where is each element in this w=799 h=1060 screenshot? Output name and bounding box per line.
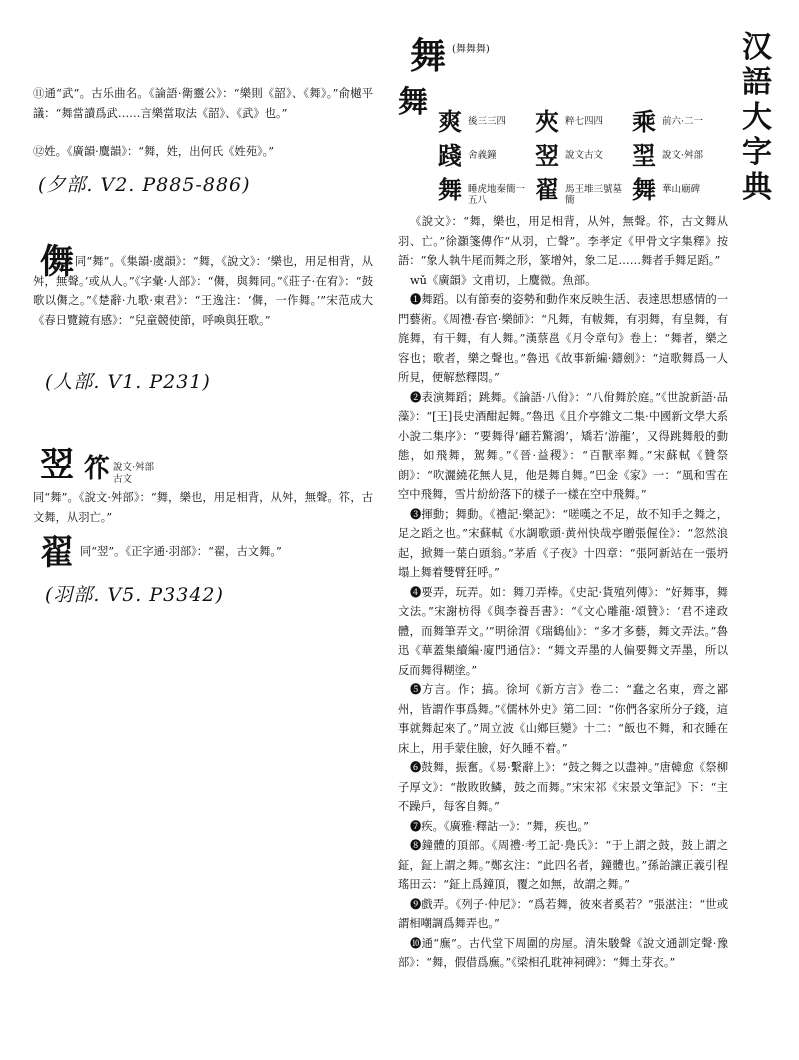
ancient-glyph: 舞 bbox=[632, 175, 656, 204]
headword-wu-feather: 翌 bbox=[40, 445, 74, 485]
ancient-form-glyph: 䇚 bbox=[84, 454, 111, 484]
handwritten-note-3: (羽部. V5. P3342) bbox=[45, 584, 224, 606]
handwritten-note-1: (夕部. V2. P885-886) bbox=[38, 174, 251, 196]
sense-paragraph: 《說文》：“舞，樂也，用足相背，从舛，無聲。䇚，古文舞从羽、亡。”徐灝箋傳作“从羽，亡聲”。李孝定《甲骨文字集釋》按語：“象人執牛尾而舞之形，篆增舛，象二足……舞者手舞足蹈。” bbox=[398, 215, 728, 267]
main-headword: 舞 bbox=[410, 35, 447, 77]
ancient-glyph: 翌 bbox=[535, 141, 559, 170]
glyph-source: 後三三四 bbox=[468, 116, 507, 127]
sense-paragraph: wǔ《廣韻》文甫切，上麌微。魚部。 bbox=[410, 273, 597, 287]
glyph-source: 馬王堆三號墓簡 bbox=[565, 184, 623, 206]
ancient-glyph: 爽 bbox=[438, 107, 462, 136]
title-char: 典 bbox=[742, 170, 772, 205]
headword-variants: (舞舞舞) bbox=[452, 44, 490, 55]
ancient-glyph: 夾 bbox=[535, 107, 559, 136]
ancient-form-source: 說文·舛部 bbox=[113, 462, 155, 473]
handwritten-note-2: (人部. V1. P231) bbox=[45, 371, 211, 393]
glyph-source: 前六·二一 bbox=[662, 116, 704, 127]
sense-paragraph: ❺方言。作；搞。徐坷《新方言》卷二：“蠢之名東，齊之鄙州，皆謂作事爲舞。”《儒林外史》第二回：“你們各家所分子錢，這事就舞起來了。”周立波《山鄉巨變》十二：“飯也不舞，和衣睡在床上，用手蒙住臉，好久睡不着。” bbox=[398, 683, 728, 755]
sense-paragraph: ❽鐘體的頂部。《周禮·考工記·鳧氏》：“于上謂之鼓，鼓上謂之鉦，鉦上謂之舞。”鄭玄注：“此四名者，鐘體也。”孫詒讓正義引程瑤田云：“鉦上爲鐘頂，覆之如無，故謂之舞。” bbox=[398, 839, 728, 891]
title-char: 汉 bbox=[742, 30, 772, 65]
sense-paragraph: ❾戲弄。《列子·仲尼》：“爲若舞，彼來者奚若？”張湛注：“世或謂相嘲調爲舞弄也。” bbox=[398, 897, 728, 930]
headword-wu-person: 儛 bbox=[40, 242, 74, 282]
title-char: 大 bbox=[742, 100, 772, 135]
sense-paragraph: ❻鼓舞，振奮。《易·繫辭上》：“鼓之舞之以盡神。”唐韓愈《祭柳子厚文》：“散敗敗鱗，鼓之而舞。”宋宋祁《宋景文筆記》下：“主不躁戶，每客自舞。” bbox=[398, 761, 728, 813]
entry-wu-feather: 同“舞”。《說文·舛部》：“舞，樂也，用足相背，从舛，無聲。䇚，古文舞，从羽亡。” bbox=[33, 491, 373, 524]
ancient-glyph: 舞 bbox=[438, 175, 462, 204]
ancient-glyph: 踐 bbox=[438, 141, 462, 170]
glyph-source: 華山廟碑 bbox=[662, 184, 701, 195]
entry-wu-person: 同“舞”。《集韻·虞韻》：“舞，《說文》：‘樂也，用足相背，从舛，無聲。’或从人。”《字彙·人部》：“儛，與舞同。”《莊子·在宥》：“鼓歌以儛之。”《楚辭·九歌·東君》：“王逸注：‘儛，一作舞。’”宋范成大《春日覽鏡有感》：“兒童競使節，呼喚與狂歌。” bbox=[33, 255, 373, 327]
entry-11: ⑪通“武”。古乐曲名。《論語·衛靈公》：“樂則《韶》、《舞》。”俞樾平議：“舞當讀爲武……言樂當取法《韶》、《武》也。” bbox=[33, 87, 373, 120]
sense-paragraph: ❿通“廡”。古代堂下周圍的房屋。清朱駿聲《說文通訓定聲·豫部》：“舞，假借爲廡。”《梁相孔耽神祠碑》：“舞土芽衣。” bbox=[398, 936, 728, 969]
sense-paragraph: ❸揮動；舞動。《禮記·樂記》：“嗟嘆之不足，故不知手之舞之，足之蹈之也。”宋蘇軾《水調歌頭·黄州快哉亭贈張偓佺》：“忽然浪起，掀舞一葉白頭翁。”茅盾《子夜》十四章：“張阿新站在一張坍塌上舞着雙臂狂呼。” bbox=[398, 507, 728, 579]
ancient-glyph: 乘 bbox=[632, 107, 656, 136]
glyph-source: 舍義鐘 bbox=[468, 150, 497, 161]
title-char: 語 bbox=[742, 65, 772, 100]
entry-wu-feather-variant: 同“翌”。《正字通·羽部》：“翟，古文舞。” bbox=[80, 545, 282, 558]
headword-wu-feather-variant: 翟 bbox=[40, 533, 74, 573]
sense-paragraph: ❷表演舞蹈；跳舞。《論語·八佾》：“八佾舞於庭。”《世說新語·品藻》：“[王]長史酒酣起舞。”魯迅《且介亭雜文二集·中國新文學大系小說二集序》：“要舞得‘翩若驚鴻’，矯若‘游龍’，又得跳舞般的動態，如飛舞，駕舞。”《晉·益稷》：“百獸率舞。”宋蘇軾《贊祭朗》：“吹灑繞花無人見，他是舞自舞。”巴金《家》一：“風和雪在空中飛舞，雪片紛紛落下的樣子一樣在空中飛舞。” bbox=[398, 390, 728, 501]
glyph-source: 粹七四四 bbox=[565, 116, 604, 127]
ancient-glyph: 翟 bbox=[535, 175, 559, 204]
sense-paragraph: ❼疾。《廣雅·釋詁一》：“舞，疾也。” bbox=[410, 819, 589, 833]
sense-paragraph: ❶舞蹈。以有節奏的姿勢和動作來反映生活、表達思想感情的一門藝術。《周禮·春官·樂師》：“凡舞，有帗舞，有羽舞，有皇舞，有旄舞，有干舞，有人舞。”漢蔡邕《月令章句》卷上：“舞者，樂之容也；歌者，樂之聲也。”魯迅《故事新編·鑄劍》：“這歌舞爲一人所見，便解愁釋悶。” bbox=[398, 293, 728, 384]
glyph-source: 說文古文 bbox=[565, 150, 604, 161]
glyph-source: 說文·舛部 bbox=[662, 150, 704, 161]
dictionary-title bbox=[740, 30, 774, 205]
main-glyph: 舞 bbox=[398, 85, 428, 120]
ancient-glyph: 䍿 bbox=[632, 141, 656, 170]
ancient-form-type: 古文 bbox=[113, 474, 133, 485]
sense-paragraph: ❹要弄，玩弄。如：舞刀弄棒。《史記·貨殖列傳》：“好舞事，舞文法。”宋謝枋得《與李養吾書》：“《文心雕龍·頌贊》：‘君不達政體，而舞筆弄文。’”明徐渭《瑞鶴仙》：“多才多藝，舞文弄法。”魯迅《華蓋集續編·廈門通信》：“舞文弄墨的人偏要舞文弄墨，所以反而舞得糊塗。” bbox=[398, 585, 728, 677]
main-entry-body bbox=[398, 212, 728, 973]
title-char: 字 bbox=[742, 135, 772, 170]
glyph-source: 睡虎地秦簡一五八 bbox=[468, 184, 526, 206]
entry-12: ⑫姓。《廣韻·麌韻》：“舞，姓，出何氏《姓苑》。” bbox=[33, 145, 275, 158]
ancient-glyph-table bbox=[438, 107, 728, 210]
